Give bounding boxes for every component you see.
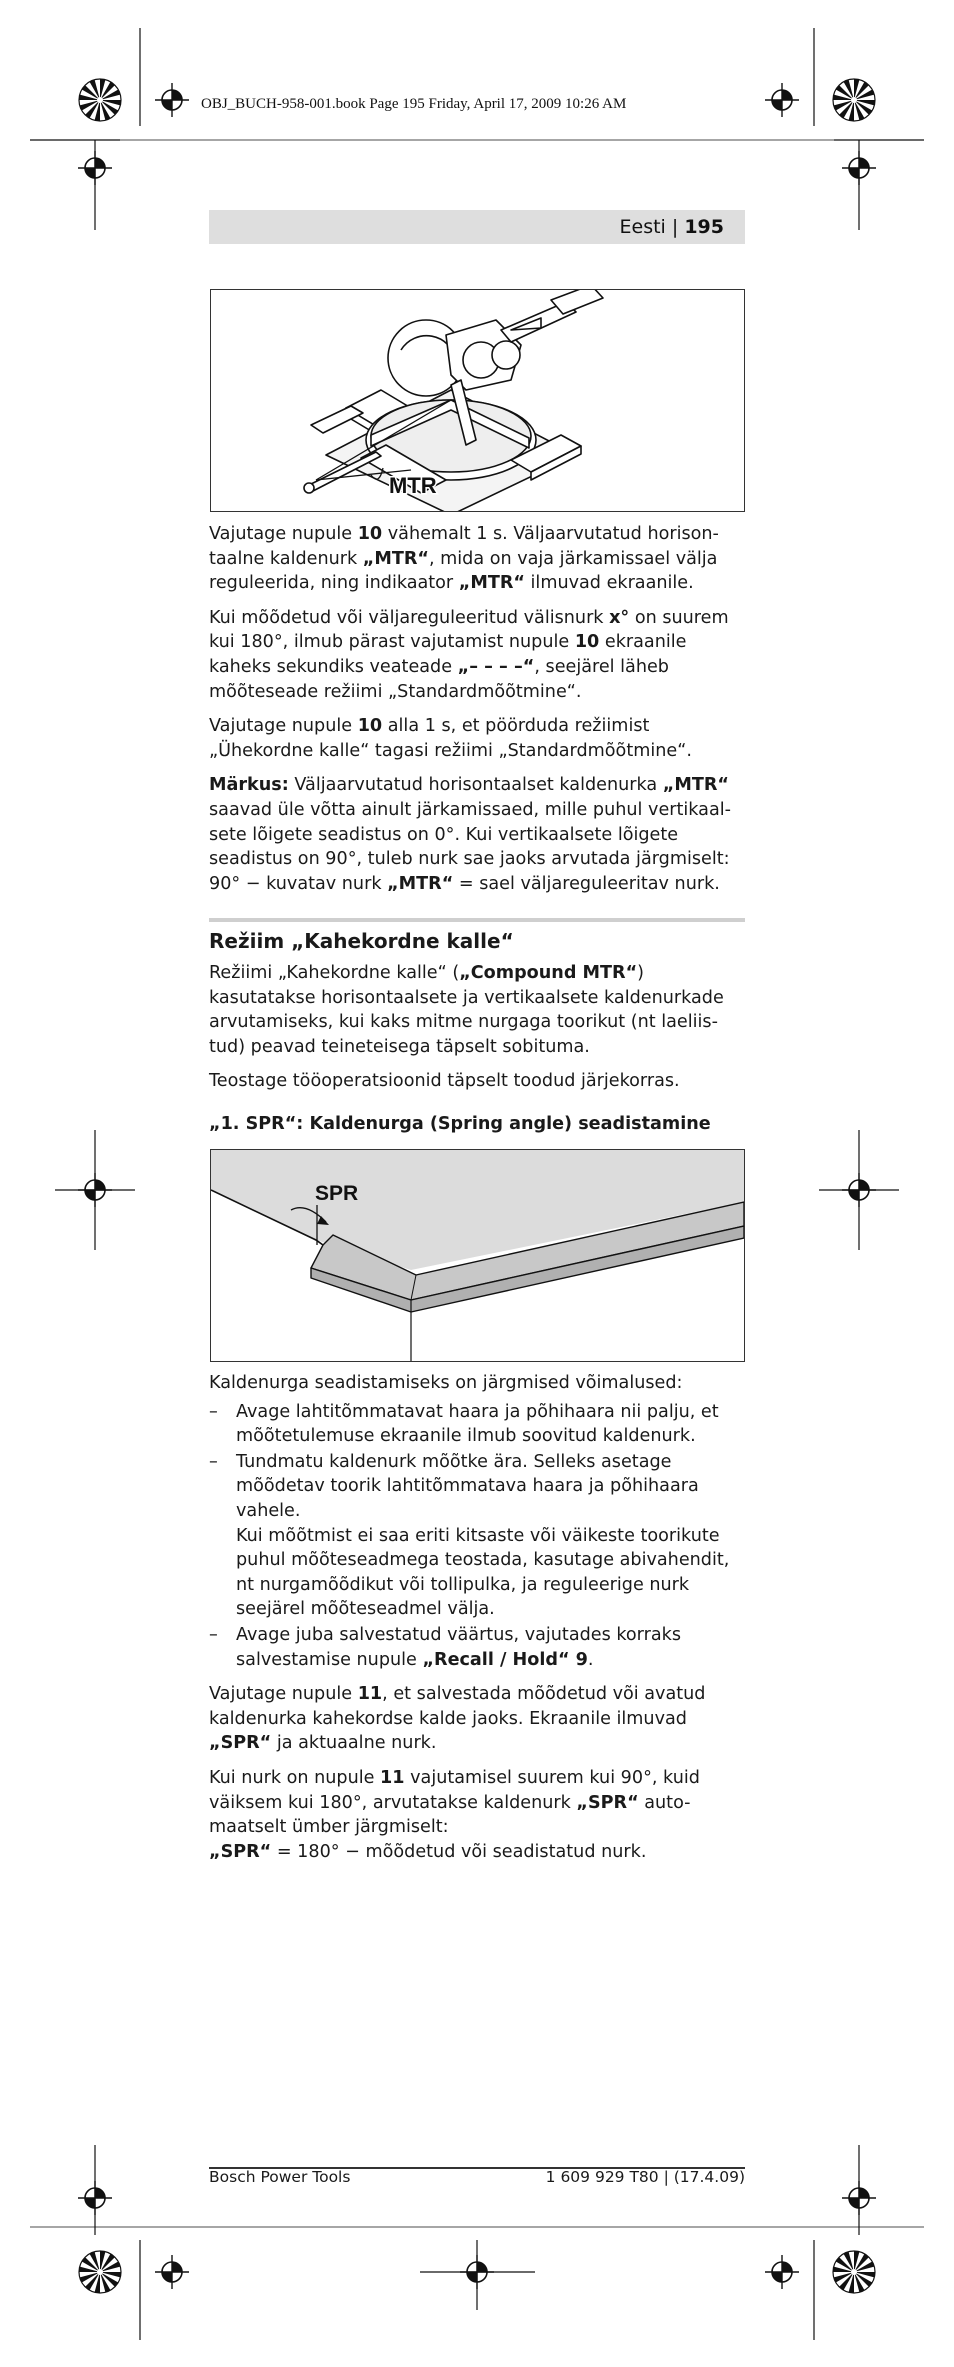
- note-label: Märkus:: [209, 775, 289, 796]
- header-language: Eesti: [619, 216, 666, 238]
- paragraph-compound-intro: Režiimi „Kahekordne kalle“ („Compound MTR“) kasutatakse horisontaalsete ja vertikaalsete kaldenurkade arvutamiseks, kui kaks mitme nurgaga toorikut (nt laeliis-tud) peavad teineteisega täpselt sobituma.: [209, 963, 724, 1057]
- figure-label-spr: SPR: [315, 1182, 359, 1205]
- paragraph-options-intro: Kaldenurga seadistamiseks on järgmised võimalused:: [209, 1373, 683, 1393]
- figure-miter-saw: [210, 289, 745, 512]
- subsection-title: „1. SPR“: Kaldenurga (Spring angle) seadistamine: [209, 1113, 711, 1134]
- section-title: Režiim „Kahekordne kalle“: [209, 929, 514, 953]
- spring-angle-illustration: [211, 1150, 744, 1361]
- page-number: 195: [684, 216, 724, 238]
- figure-label-mtr: MTR: [389, 473, 437, 498]
- section-compound: [209, 927, 745, 1147]
- list-item: – Avage lahtitõmmatavat haara ja põhihaara nii palju, et mõõtetulemuse ekraanile ilmub soovitud kaldenurk.: [209, 1401, 719, 1447]
- book-file-header: OBJ_BUCH-958-001.book Page 195 Friday, April 17, 2009 10:26 AM: [201, 96, 627, 112]
- note-paragraph: Märkus: Väljaarvutatud horisontaalset kaldenurka „MTR“ saavad üle võtta ainult järkamissaed, mille puhul vertikaal-sete lõigete seadistus on 0°. Kui vertikaalsete lõigete seadistus on 90°, tuleb nurk sae jaoks arvutada järgmiselt: 90° − kuvatav nurk „MTR“ = sael väljareguleeritav nurk.: [209, 775, 731, 894]
- footer-brand: Bosch Power Tools: [209, 2168, 351, 2186]
- running-header: [209, 210, 745, 244]
- paragraph-press-11: Vajutage nupule 11, et salvestada mõõdetud või avatud kaldenurka kahekordse kalde jaoks. Ekraanile ilmuvad „SPR“ ja aktuaalne nurk.: [209, 1684, 706, 1754]
- lower-text: [209, 1371, 745, 1874]
- options-list: [209, 1400, 745, 1673]
- list-item: – Tundmatu kaldenurk mõõtke ära. Selleks asetage mõõdetav toorik lahtitõmmatava haara ja põhihaara vahele. Kui mõõtmist ei saa eriti kitsaste või väikeste toorikute puhul mõõteseadmega teostada, kasutage abivahendit, nt nurgamõõdikut või tollipulka, ja reguleerige nurk seejärel mõõteseadmel välja.: [209, 1451, 730, 1620]
- miter-saw-illustration: [211, 290, 744, 511]
- paragraph-error-message: Kui mõõdetud või väljareguleeritud välisnurk x° on suurem kui 180°, ilmub pärast vajutamist nupule 10 ekraanile kaheks sekundiks veateade „– – – –“, seejärel läheb mõõteseade režiimi „Standardmõõtmine“.: [209, 607, 729, 702]
- figure-spring-angle: [210, 1149, 745, 1362]
- upper-text: [209, 522, 745, 906]
- paragraph-press-10: Vajutage nupule 10 vähemalt 1 s. Väljaarvutatud horison-taalne kaldenurk „MTR“, mida on vaja järkamissael välja reguleerida, ning indikaator „MTR“ ilmuvad ekraanile.: [209, 524, 719, 594]
- footer-doc-number: 1 609 929 T80 | (17.4.09): [545, 2168, 745, 2186]
- header-separator: |: [671, 216, 679, 238]
- paragraph-auto-recalc: Kui nurk on nupule 11 vajutamisel suurem kui 90°, kuid väiksem kui 180°, arvutatakse kaldenurk „SPR“ auto-maatselt ümber järgmiselt: „SPR“ = 180° − mõõdetud või seadistatud nurk.: [209, 1767, 700, 1862]
- paragraph-return-standard: Vajutage nupule 10 alla 1 s, et pöörduda režiimist „Ühekordne kalle“ tagasi režiimi „Standardmõõtmine“.: [209, 716, 692, 761]
- section-divider: [209, 918, 745, 922]
- list-item: – Avage juba salvestatud väärtus, vajutades korraks salvestamise nupule „Recall / Hold“ 9.: [209, 1624, 681, 1670]
- paragraph-sequence: Teostage tööoperatsioonid täpselt toodud järjekorras.: [209, 1071, 680, 1092]
